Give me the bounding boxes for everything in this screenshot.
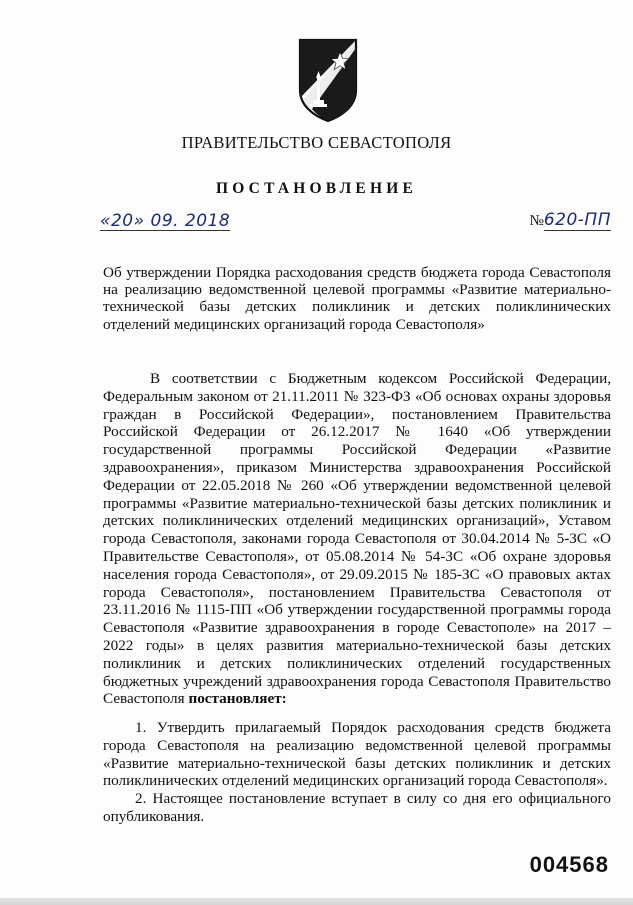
preamble-text: В соответствии с Бюджетным кодексом Российской Федерации, Федеральным законом от 21.11.2011 № 323-ФЗ «Об основах охраны здоровья граждан в Российской Федерации», постановлением Правительства Российской Федерации от 26.12.2017 № 1640 «Об утверждении государственной программы Российской Федерации «Развитие здравоохранения», приказом Министерства здравоохранения Российской Федерации от 22.05.2018 № 260 «Об утверждении ведомственной целевой программы «Развитие материально-технической базы детских поликлиник и детских поликлинических отделений медицинских организаций», Уставом города Севастополя, законами города Севастополя от 30.04.2014 № 5-ЗС «О Правительстве Севастополя», от 05.08.2014 № 54-ЗС «Об охране здоровья населения города Севастополя», от 29.09.2015 № 185-ЗС «О правовых актах города Севастополя», постановлением Правительства Севастополя от 23.11.2016 № 1115-ПП «Об утверждении государственной программы города Севастополя «Развитие здравоохранения в городе Севастополе» на 2017 – 2022 годы» в целях развития материально-технической базы детских поликлиник и детских поликлинических отделений государственных бюджетных учреждений здравоохранения города Севастополя Правительство Севастополя <box>103 370 611 708</box>
document-subject: Об утверждении Порядка расходования средств бюджета города Севастополя на реализацию ведомственной целевой программы «Развитие материально-технической базы детских поликлиник и детских поликлинических отделений медицинских организаций города Севастополя» <box>103 264 611 333</box>
sevastopol-coat-of-arms-icon <box>296 38 360 122</box>
serial-number: 004568 <box>529 852 609 877</box>
decree-word: постановляет <box>188 690 282 708</box>
preamble-paragraph <box>103 370 611 708</box>
resolution-items <box>103 719 611 826</box>
preamble <box>103 370 611 708</box>
page-bottom-edge <box>0 898 633 905</box>
document-number-field <box>530 210 611 231</box>
document-date: «20» 09. 2018 <box>100 211 231 231</box>
decree-colon: : <box>281 690 287 708</box>
document-type: ПОСТАНОВЛЕНИЕ <box>215 180 418 197</box>
government-title: ПРАВИТЕЛЬСТВО СЕВАСТОПОЛЯ <box>181 133 452 152</box>
resolution-item-2: 2. Настоящее постановление вступает в силу со дня его официального опубликования. <box>103 790 611 825</box>
document-number: 620-ПП <box>543 210 611 230</box>
number-sign: № <box>529 213 544 229</box>
resolution-item-1: 1. Утвердить прилагаемый Порядок расходования средств бюджета города Севастополя на реализацию ведомственной целевой программы «Развитие материально-технической базы детских поликлиник и детских поликлинических отделений медицинских организаций города Севастополя». <box>103 719 611 790</box>
